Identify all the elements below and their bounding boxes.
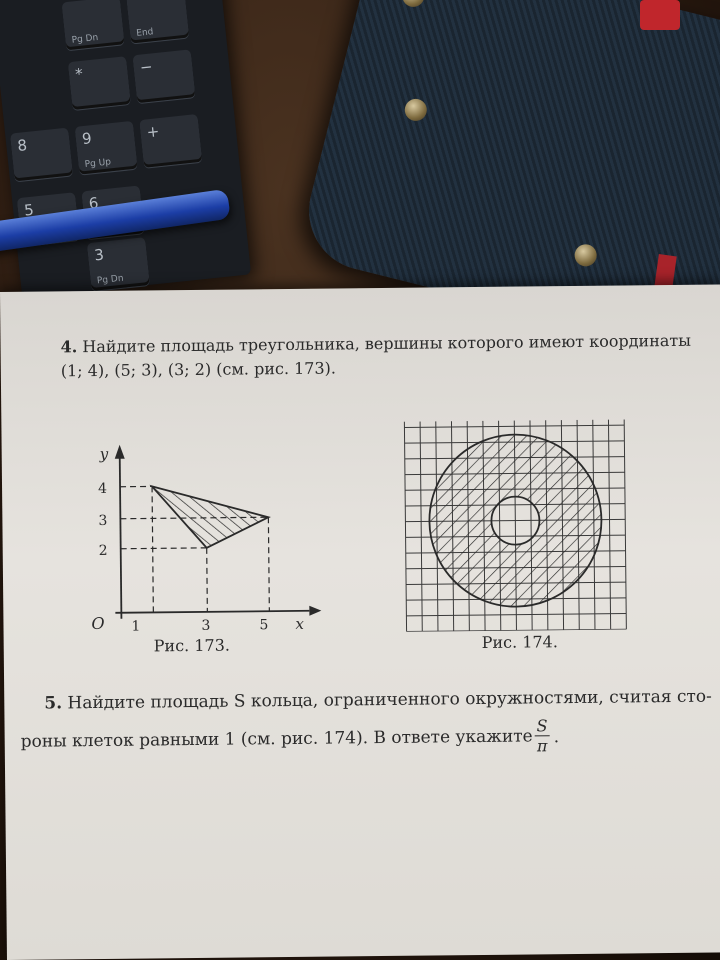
- keyboard-key: [68, 56, 131, 110]
- worksheet-page: [0, 284, 720, 960]
- y-tick-label: 4: [97, 480, 108, 497]
- x-tick-label: 5: [259, 617, 269, 634]
- hatched-triangle: [152, 485, 269, 548]
- keyboard-key: [75, 121, 138, 175]
- key-sublabel: Pg Up: [84, 157, 112, 171]
- key-label: −: [139, 57, 154, 77]
- x-axis-label: x: [295, 614, 305, 633]
- figure-174: [401, 419, 643, 632]
- fraction-denominator: π: [536, 736, 548, 756]
- grid-line: [404, 419, 406, 631]
- problem-4-line-1: [60, 331, 691, 357]
- problem-4-line-2: (1; 4), (5; 3), (3; 2) (см. рис. 173).: [60, 358, 337, 381]
- key-label: 5: [23, 200, 35, 220]
- key-label: 6: [87, 193, 100, 213]
- rivet: [572, 242, 599, 269]
- period: .: [553, 727, 560, 748]
- outer-circle: [429, 434, 603, 608]
- keyboard-key: [62, 0, 125, 50]
- x-tick-label: 3: [201, 617, 211, 634]
- x-axis: [115, 611, 309, 613]
- keyboard-key: [87, 237, 150, 291]
- rivet: [400, 0, 427, 9]
- key-label: 9: [81, 129, 93, 149]
- figure-174-caption: Рис. 174.: [481, 632, 558, 652]
- keyboard: [0, 0, 251, 298]
- y-axis: [120, 457, 122, 619]
- x-tick-label: 1: [131, 618, 141, 635]
- figure-173-caption: Рис. 173.: [153, 635, 230, 656]
- y-tick-label: 3: [98, 512, 108, 529]
- problem-5-line-2: роны клеток равными 1 (см. рис. 174). В ответе укажите: [20, 726, 533, 752]
- key-sublabel: End: [135, 27, 154, 39]
- red-object: [640, 0, 680, 30]
- problem-4-text: Найдите площадь треугольника, вершины которого имеют координаты: [82, 330, 692, 357]
- key-label: 3: [93, 245, 105, 265]
- problem-5-number: 5.: [44, 693, 63, 714]
- origin-label: O: [91, 613, 105, 634]
- fraction-numerator: S: [534, 716, 549, 736]
- key-label: +: [145, 122, 161, 142]
- keyboard-key: [126, 0, 189, 44]
- key-sublabel: Pg Dn: [71, 32, 99, 46]
- problem-5-line-1: [44, 687, 712, 714]
- keyboard-key: [10, 128, 73, 182]
- y-axis-label: y: [99, 444, 109, 463]
- keyboard-key: [133, 49, 196, 103]
- key-label: 8: [16, 136, 28, 155]
- figure-173: [71, 429, 333, 642]
- key-label: *: [74, 64, 84, 84]
- x-axis-arrow: [309, 606, 321, 616]
- problem-4-number: 4.: [60, 337, 78, 357]
- fraction-s-over-pi: [534, 716, 549, 755]
- y-axis-arrow: [115, 445, 125, 459]
- y-tick-label: 2: [98, 542, 108, 559]
- problem-5-text: Найдите площадь S кольца, ограниченного окружностями, считая сто-: [67, 686, 712, 714]
- rivet: [402, 97, 429, 124]
- key-sublabel: Pg Dn: [96, 273, 125, 287]
- keyboard-key: [139, 114, 202, 168]
